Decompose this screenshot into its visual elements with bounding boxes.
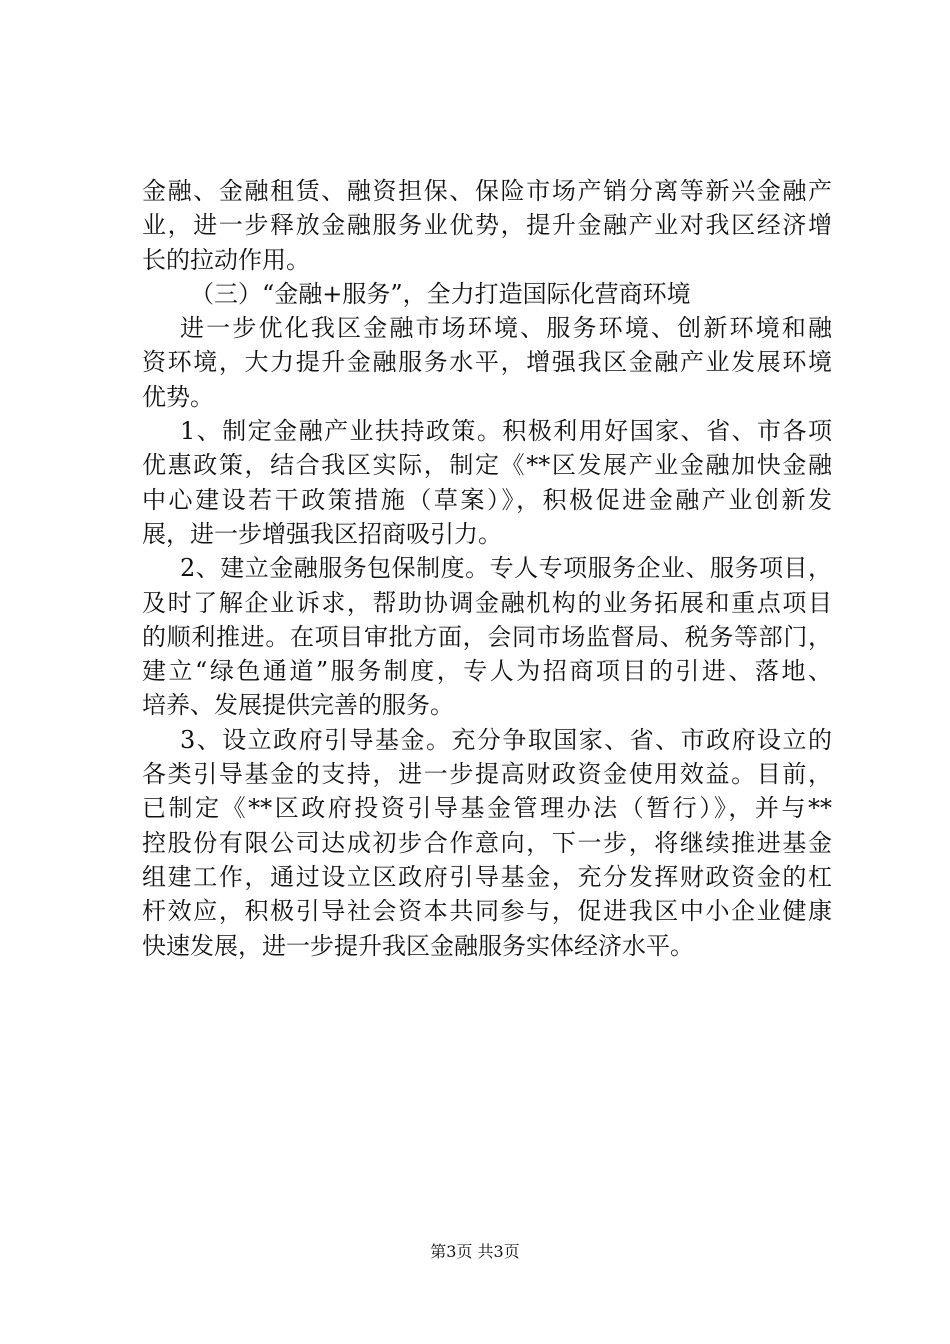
text-line: 建立“绿色通道”服务制度，专人为招商项目的引进、落地、	[142, 657, 832, 686]
text-line: 优势。	[142, 382, 214, 411]
page-number-footer: 第3页 共3页	[430, 1242, 520, 1261]
text-line: 中心建设若干政策措施（草案）》，积极促进金融产业创新发	[142, 485, 832, 514]
text-line: 杆效应，积极引导社会资本共同参与，促进我区中小企业健康	[142, 897, 832, 926]
text-line: 各类引导基金的支持，进一步提高财政资金使用效益。目前，	[142, 760, 832, 789]
section-heading: （三）“金融+服务”，全力打造国际化营商环境	[190, 279, 691, 308]
text-line: 金融、金融租赁、融资担保、保险市场产销分离等新兴金融产	[142, 177, 832, 205]
text-line: 展，进一步增强我区招商吸引力。	[142, 519, 502, 548]
text-line: 3、设立政府引导基金。充分争取国家、省、市政府设立的	[180, 725, 832, 754]
text-line: 快速发展，进一步提升我区金融服务实体经济水平。	[142, 931, 694, 960]
text-line: 的顺利推进。在项目审批方面，会同市场监督局、税务等部门，	[142, 622, 832, 651]
text-line: 培养、发展提供完善的服务。	[142, 691, 454, 720]
text-line: 优惠政策，结合我区实际，制定《**区发展产业金融加快金融	[142, 451, 832, 480]
text-line: 资环境，大力提升金融服务水平，增强我区金融产业发展环境	[142, 348, 832, 377]
text-line: 2、建立金融服务包保制度。专人专项服务企业、服务项目，	[180, 554, 832, 583]
text-line: 进一步优化我区金融市场环境、服务环境、创新环境和融	[180, 314, 832, 343]
text-line: 1、制定金融产业扶持政策。积极利用好国家、省、市各项	[180, 417, 832, 446]
text-line: 业，进一步释放金融服务业优势，提升金融产业对我区经济增	[142, 211, 832, 240]
text-line: 组建工作，通过设立区政府引导基金，充分发挥财政资金的杠	[142, 862, 832, 891]
document-body	[142, 174, 832, 963]
text-line: 及时了解企业诉求，帮助协调金融机构的业务拓展和重点项目	[142, 588, 832, 617]
text-line: 已制定《**区政府投资引导基金管理办法（暂行）》，并与**	[142, 794, 832, 823]
text-line: 控股份有限公司达成初步合作意向，下一步，将继续推进基金	[142, 828, 832, 857]
text-line: 长的拉动作用。	[142, 245, 310, 274]
